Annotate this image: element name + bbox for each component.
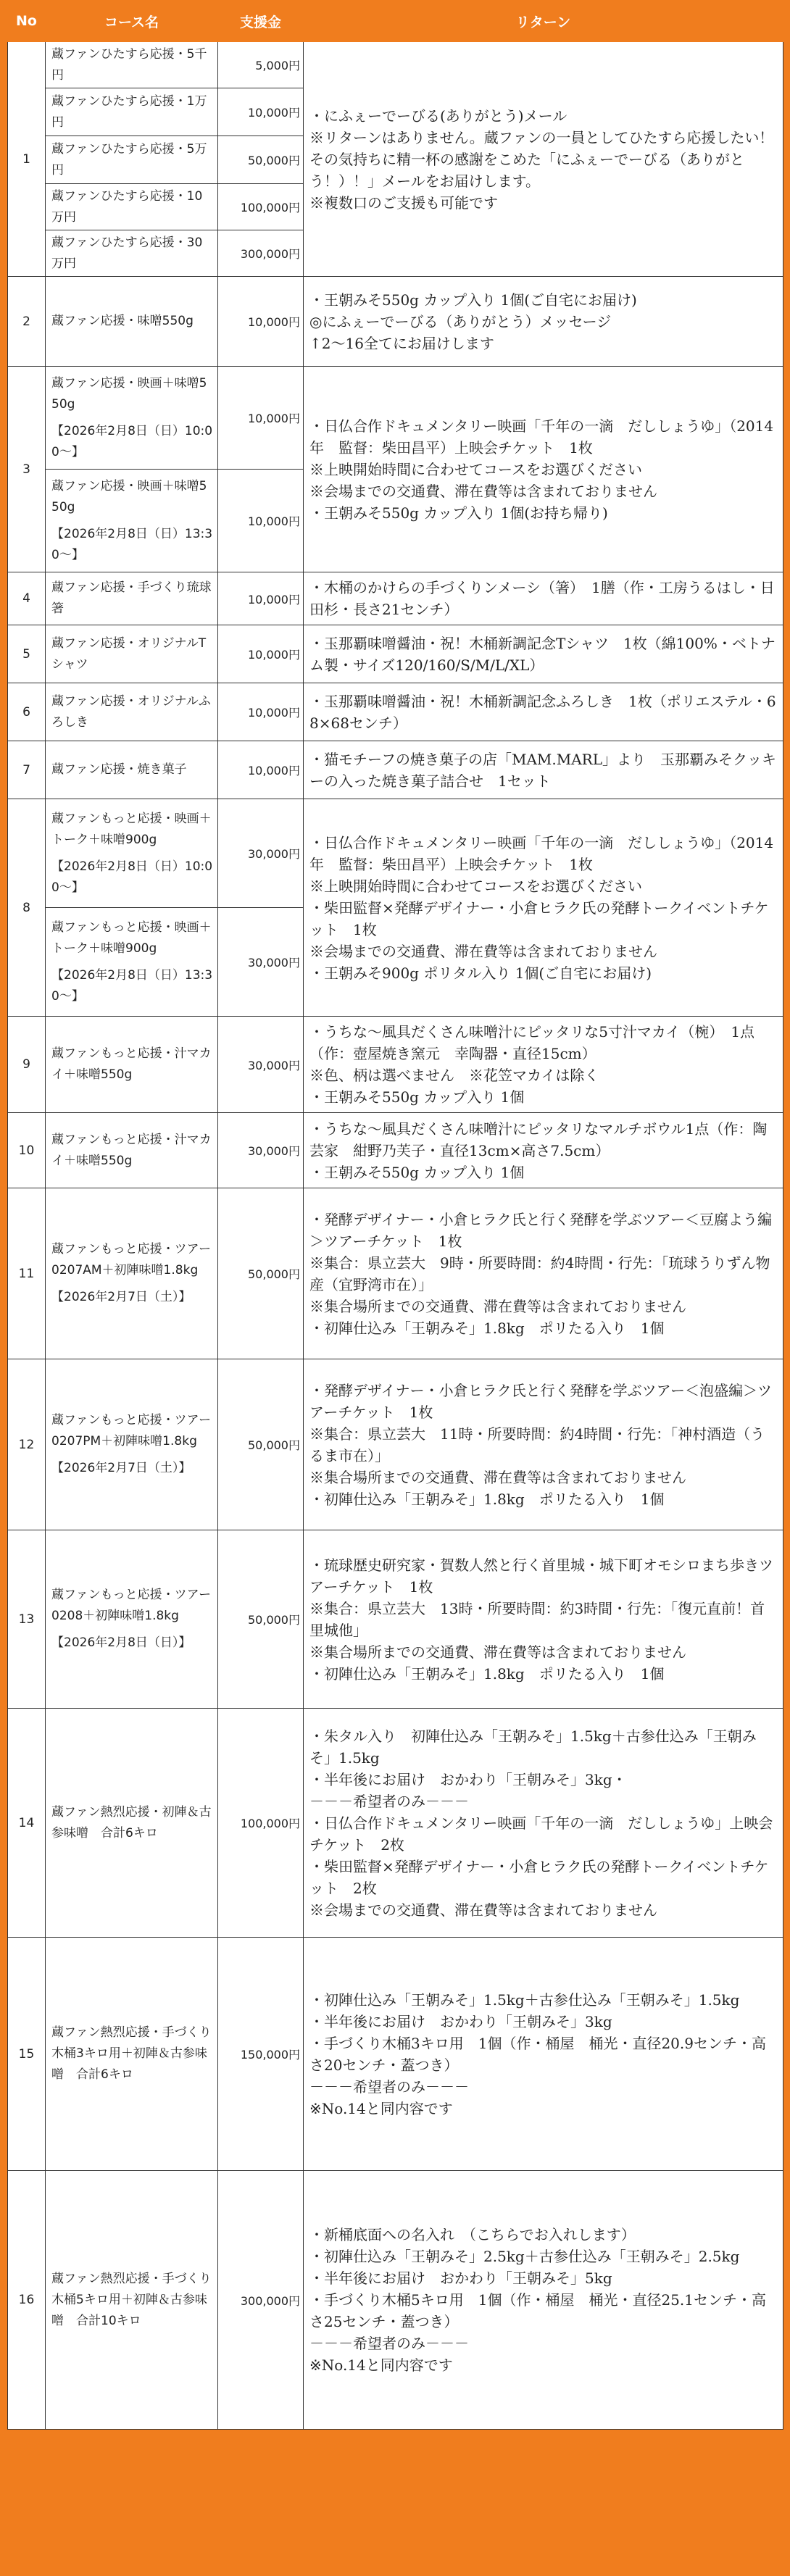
return-line: ・王朝みそ550g カップ入り 1個(お持ち帰り) xyxy=(309,504,608,522)
return-line: －－－希望者のみ－－－ xyxy=(309,2077,469,2096)
course-date: 【2026年2月8日（日）10:00～】 xyxy=(51,423,213,459)
return-details xyxy=(304,42,783,277)
return-line: ◎にふぇーでーびる（ありがとう）メッセージ xyxy=(309,312,612,330)
row-number: 15 xyxy=(8,1938,46,2171)
table-row xyxy=(8,1938,783,2171)
return-details xyxy=(304,1530,783,1709)
return-details xyxy=(304,1113,783,1188)
row-number: 8 xyxy=(8,799,46,1017)
return-line: ・新桶底面への名入れ （こちらでお入れします） xyxy=(309,2226,636,2243)
table-row xyxy=(8,367,783,470)
row-number: 9 xyxy=(8,1017,46,1113)
return-line: ※No.14と同内容です xyxy=(309,2356,453,2374)
header-no: No xyxy=(8,1,46,42)
row-number: 5 xyxy=(8,625,46,683)
support-amount: 10,000円 xyxy=(218,367,304,470)
table-row xyxy=(8,625,783,683)
course-name xyxy=(46,1938,218,2171)
course-title: 蔵ファンひたすら応援・1万円 xyxy=(51,93,207,130)
row-number: 1 xyxy=(8,42,46,277)
return-line: ・玉那覇味噌醤油・祝！木桶新調記念Tシャツ 1枚（綿100%・ベトナム製・サイズ120/160/S/M/L/XL） xyxy=(309,634,776,674)
return-line: ・日仏合作ドキュメンタリー映画「千年の一滴 だししょうゆ」（2014年 監督：柴田昌平）上映会チケット 1枚 xyxy=(309,833,774,873)
return-line: ・初陣仕込み「王朝みそ」1.8kg ポリたる入り 1個 xyxy=(309,1319,665,1337)
return-details xyxy=(304,277,783,367)
course-title: 蔵ファン応援・オリジナルふろしき xyxy=(51,693,211,730)
course-title: 蔵ファン応援・焼き菓子 xyxy=(51,762,187,777)
table-row xyxy=(8,683,783,741)
return-line: ・半年後にお届け おかわり「王朝みそ」3kg・ xyxy=(309,1770,627,1788)
return-line: ・王朝みそ550g カップ入り 1個 xyxy=(309,1163,525,1181)
course-name xyxy=(46,908,218,1017)
header-amount: 支援金 xyxy=(218,1,304,42)
return-line: ※複数口のご支援も可能です xyxy=(309,193,498,212)
return-line: －－－希望者のみ－－－ xyxy=(309,2335,469,2352)
return-line: ・半年後にお届け おかわり「王朝みそ」5kg xyxy=(309,2269,612,2287)
table-row xyxy=(8,741,783,799)
support-amount: 50,000円 xyxy=(218,1188,304,1359)
return-line: ・柴田監督×発酵デザイナー・小倉ヒラク氏の発酵トークイベントチケット 1枚 xyxy=(309,899,769,938)
row-number: 3 xyxy=(8,367,46,572)
course-name xyxy=(46,683,218,741)
course-title: 蔵ファン熱烈応援・初陣＆古参味噌 合計6キロ xyxy=(51,1804,212,1841)
support-amount: 30,000円 xyxy=(218,1017,304,1113)
return-line: ※集合場所までの交通費、滞在費等は含まれておりません xyxy=(309,1297,686,1315)
return-line: ・にふぇーでーびる(ありがとう)メール xyxy=(309,107,567,125)
table-row xyxy=(8,1188,783,1359)
course-name xyxy=(46,572,218,625)
return-line: ※上映開始時間に合わせてコースをお選びください xyxy=(309,460,642,478)
course-title: 蔵ファンもっと応援・ツアー0208＋初陣味噌1.8kg xyxy=(51,1588,212,1623)
table-row xyxy=(8,799,783,908)
course-date: 【2026年2月8日（日）10:00～】 xyxy=(51,859,213,895)
return-line: ・手づくり木桶3キロ用 1個（作・桶屋 桶光・直径20.9センチ・高さ20センチ・蓋つき） xyxy=(309,2034,766,2074)
course-name xyxy=(46,799,218,908)
course-title: 蔵ファンもっと応援・ツアー0207PM＋初陣味噌1.8kg xyxy=(51,1413,212,1449)
course-title: 蔵ファンひたすら応援・5万円 xyxy=(51,141,207,178)
return-line: ・初陣仕込み「王朝みそ」1.8kg ポリたる入り 1個 xyxy=(309,1664,665,1683)
course-title: 蔵ファンもっと応援・映画＋トーク＋味噌900g xyxy=(51,811,212,847)
return-line: ↑2～16全てにお届けします xyxy=(309,334,494,352)
support-amount: 10,000円 xyxy=(218,470,304,572)
support-amount: 50,000円 xyxy=(218,1359,304,1530)
return-details xyxy=(304,2171,783,2430)
row-number: 11 xyxy=(8,1188,46,1359)
return-details xyxy=(304,741,783,799)
table-row xyxy=(8,1530,783,1709)
return-details xyxy=(304,1017,783,1113)
table-row xyxy=(8,42,783,88)
support-amount: 100,000円 xyxy=(218,1709,304,1938)
return-line: ・王朝みそ550g カップ入り 1個(ご自宅にお届け) xyxy=(309,291,637,309)
course-name xyxy=(46,367,218,470)
return-line: ・発酵デザイナー・小倉ヒラク氏と行く発酵を学ぶツアー＜泡盛編＞ツアーチケット 1枚 xyxy=(309,1381,772,1421)
support-amount: 300,000円 xyxy=(218,230,304,277)
return-line: ※集合：県立芸大 11時・所要時間：約4時間・行先：「神村酒造（うるま市在）」 xyxy=(309,1425,765,1464)
course-title: 蔵ファン応援・手づくり琉球箸 xyxy=(51,580,212,616)
return-line: ・王朝みそ900g ポリタル入り 1個(ご自宅にお届け) xyxy=(309,964,652,982)
return-line: ・初陣仕込み「王朝みそ」1.8kg ポリたる入り 1個 xyxy=(309,1490,665,1508)
return-details xyxy=(304,367,783,572)
course-name xyxy=(46,1017,218,1113)
course-name xyxy=(46,1530,218,1709)
course-title: 蔵ファン応援・オリジナルTシャツ xyxy=(51,635,207,672)
return-line: ※No.14と同内容です xyxy=(309,2099,453,2117)
return-line: ・手づくり木桶5キロ用 1個（作・桶屋 桶光・直径25.1センチ・高さ25センチ・蓋つき） xyxy=(309,2291,766,2330)
course-name xyxy=(46,184,218,230)
table-row xyxy=(8,277,783,367)
course-name xyxy=(46,2171,218,2430)
support-amount: 5,000円 xyxy=(218,42,304,88)
table-header-row xyxy=(8,1,783,42)
row-number: 13 xyxy=(8,1530,46,1709)
support-amount: 30,000円 xyxy=(218,799,304,908)
return-line: ※集合：県立芸大 9時・所要時間：約4時間・行先：「琉球うりずん物産（宜野湾市在）」 xyxy=(309,1254,770,1293)
return-line: ・玉那覇味噌醤油・祝！木桶新調記念ふろしき 1枚（ポリエステル・68×68センチ） xyxy=(309,692,776,732)
return-line: ・初陣仕込み「王朝みそ」2.5kg＋古参仕込み「王朝みそ」2.5kg xyxy=(309,2248,740,2265)
course-title: 蔵ファンもっと応援・映画＋トーク＋味噌900g xyxy=(51,920,212,956)
course-date: 【2026年2月8日（日）13:30～】 xyxy=(51,967,213,1004)
table-row xyxy=(8,2171,783,2430)
row-number: 6 xyxy=(8,683,46,741)
course-title: 蔵ファンもっと応援・ツアー0207AM＋初陣味噌1.8kg xyxy=(51,1242,212,1277)
course-title: 蔵ファン熱烈応援・手づくり木桶3キロ用＋初陣＆古参味噌 合計6キロ xyxy=(51,2025,212,2082)
return-line: ・うちな～風具だくさん味噌汁にピッタリな5寸汁マカイ（椀） 1点（作：壺屋焼き窯元 幸陶器・直径15cm） xyxy=(309,1023,755,1062)
return-details xyxy=(304,683,783,741)
return-details xyxy=(304,1359,783,1530)
return-line: ・日仏合作ドキュメンタリー映画「千年の一滴 だししょうゆ」（2014年 監督：柴田昌平）上映会チケット 1枚 xyxy=(309,417,774,457)
table-row xyxy=(8,1709,783,1938)
return-line: ・柴田監督×発酵デザイナー・小倉ヒラク氏の発酵トークイベントチケット 2枚 xyxy=(309,1857,769,1897)
course-name xyxy=(46,1113,218,1188)
row-number: 12 xyxy=(8,1359,46,1530)
table-body xyxy=(8,42,783,2430)
return-line: ・日仏合作ドキュメンタリー映画「千年の一滴 だししょうゆ」上映会チケット 2枚 xyxy=(309,1814,773,1854)
return-line: ・半年後にお届け おかわり「王朝みそ」3kg xyxy=(309,2012,612,2030)
return-line: ※集合：県立芸大 13時・所要時間：約3時間・行先：「復元直前！首里城他」 xyxy=(309,1599,765,1639)
return-line: ※リターンはありません。蔵ファンの一員としてひたすら応援したい！その気持ちに精一杯の感謝をこめた「にふぇーでーびる（ありがとう！）！」メールをお届けします。 xyxy=(309,128,774,190)
course-date: 【2026年2月7日（土）】 xyxy=(51,1461,191,1475)
course-name xyxy=(46,277,218,367)
course-name xyxy=(46,136,218,184)
return-line: ・うちな～風具だくさん味噌汁にピッタリなマルチボウル1点（作：陶芸家 紺野乃芙子・直径13cm×高さ7.5cm） xyxy=(309,1120,768,1159)
header-course: コース名 xyxy=(46,1,218,42)
return-details xyxy=(304,1709,783,1938)
return-line: ・木桶のかけらの手づくりンメーシ（箸） 1膳（作・工房うるはし・日田杉・長さ21センチ） xyxy=(309,579,775,618)
course-title: 蔵ファンもっと応援・汁マカイ＋味噌550g xyxy=(51,1132,212,1168)
returns-table xyxy=(7,0,783,2430)
return-line: ※集合場所までの交通費、滞在費等は含まれておりません xyxy=(309,1468,686,1486)
return-line: ・琉球歴史研究家・賀数人然と行く首里城・城下町オモシロまち歩きツアーチケット 1枚 xyxy=(309,1556,773,1596)
return-line: ※上映開始時間に合わせてコースをお選びください xyxy=(309,877,642,895)
support-amount: 10,000円 xyxy=(218,741,304,799)
row-number: 4 xyxy=(8,572,46,625)
course-title: 蔵ファン応援・映画＋味噌550g xyxy=(51,478,207,514)
row-number: 16 xyxy=(8,2171,46,2430)
course-name xyxy=(46,1188,218,1359)
row-number: 7 xyxy=(8,741,46,799)
return-line: ※会場までの交通費、滞在費等は含まれておりません xyxy=(309,942,657,960)
return-line: ・初陣仕込み「王朝みそ」1.5kg＋古参仕込み「王朝みそ」1.5kg xyxy=(309,1991,740,2009)
support-amount: 10,000円 xyxy=(218,572,304,625)
course-name xyxy=(46,88,218,136)
support-amount: 30,000円 xyxy=(218,908,304,1017)
course-name xyxy=(46,625,218,683)
table-row xyxy=(8,1017,783,1113)
return-details xyxy=(304,1938,783,2171)
row-number: 14 xyxy=(8,1709,46,1938)
return-details xyxy=(304,799,783,1017)
course-name xyxy=(46,741,218,799)
support-amount: 50,000円 xyxy=(218,136,304,184)
course-title: 蔵ファン応援・味噌550g xyxy=(51,314,194,328)
return-line: ※会場までの交通費、滞在費等は含まれておりません xyxy=(309,1901,657,1919)
return-details xyxy=(304,572,783,625)
table-row xyxy=(8,1113,783,1188)
support-amount: 10,000円 xyxy=(218,88,304,136)
course-date: 【2026年2月7日（土）】 xyxy=(51,1290,191,1304)
table-row xyxy=(8,1359,783,1530)
course-name xyxy=(46,1359,218,1530)
support-amount: 50,000円 xyxy=(218,1530,304,1709)
course-name xyxy=(46,230,218,277)
course-title: 蔵ファン熱烈応援・手づくり木桶5キロ用＋初陣＆古参味噌 合計10キロ xyxy=(51,2271,212,2328)
return-line: ・発酵デザイナー・小倉ヒラク氏と行く発酵を学ぶツアー＜豆腐よう編＞ツアーチケット 1枚 xyxy=(309,1210,772,1250)
table-row xyxy=(8,572,783,625)
support-amount: 30,000円 xyxy=(218,1113,304,1188)
row-number: 10 xyxy=(8,1113,46,1188)
course-date: 【2026年2月8日（日）】 xyxy=(51,1635,191,1650)
return-line: ※集合場所までの交通費、滞在費等は含まれておりません xyxy=(309,1643,686,1661)
return-line: －－－希望者のみ－－－ xyxy=(309,1792,469,1810)
support-amount: 300,000円 xyxy=(218,2171,304,2430)
return-line: ・王朝みそ550g カップ入り 1個 xyxy=(309,1088,525,1106)
return-details xyxy=(304,1188,783,1359)
support-amount: 10,000円 xyxy=(218,683,304,741)
return-line: ※色、柄は選べません ※花笠マカイは除く xyxy=(309,1067,599,1084)
course-date: 【2026年2月8日（日）13:30～】 xyxy=(51,526,213,562)
support-amount: 10,000円 xyxy=(218,625,304,683)
course-name xyxy=(46,42,218,88)
header-return: リターン xyxy=(304,1,783,42)
support-amount: 100,000円 xyxy=(218,184,304,230)
return-line: ・朱タル入り 初陣仕込み「王朝みそ」1.5kg＋古参仕込み「王朝みそ」1.5kg xyxy=(309,1727,757,1767)
support-amount: 10,000円 xyxy=(218,277,304,367)
return-line: ・猫モチーフの焼き菓子の店「MAM.MARL」より 玉那覇みそクッキーの入った焼き菓子詰合せ 1セット xyxy=(309,750,777,790)
course-name xyxy=(46,1709,218,1938)
row-number: 2 xyxy=(8,277,46,367)
return-details xyxy=(304,625,783,683)
course-title: 蔵ファンひたすら応援・30万円 xyxy=(51,235,203,271)
course-title: 蔵ファンひたすら応援・10万円 xyxy=(51,188,203,225)
return-line: ※会場までの交通費、滞在費等は含まれておりません xyxy=(309,482,657,500)
support-amount: 150,000円 xyxy=(218,1938,304,2171)
course-title: 蔵ファンもっと応援・汁マカイ＋味噌550g xyxy=(51,1046,212,1082)
course-title: 蔵ファンひたすら応援・5千円 xyxy=(51,46,207,83)
course-name xyxy=(46,470,218,572)
course-title: 蔵ファン応援・映画＋味噌550g xyxy=(51,375,207,412)
